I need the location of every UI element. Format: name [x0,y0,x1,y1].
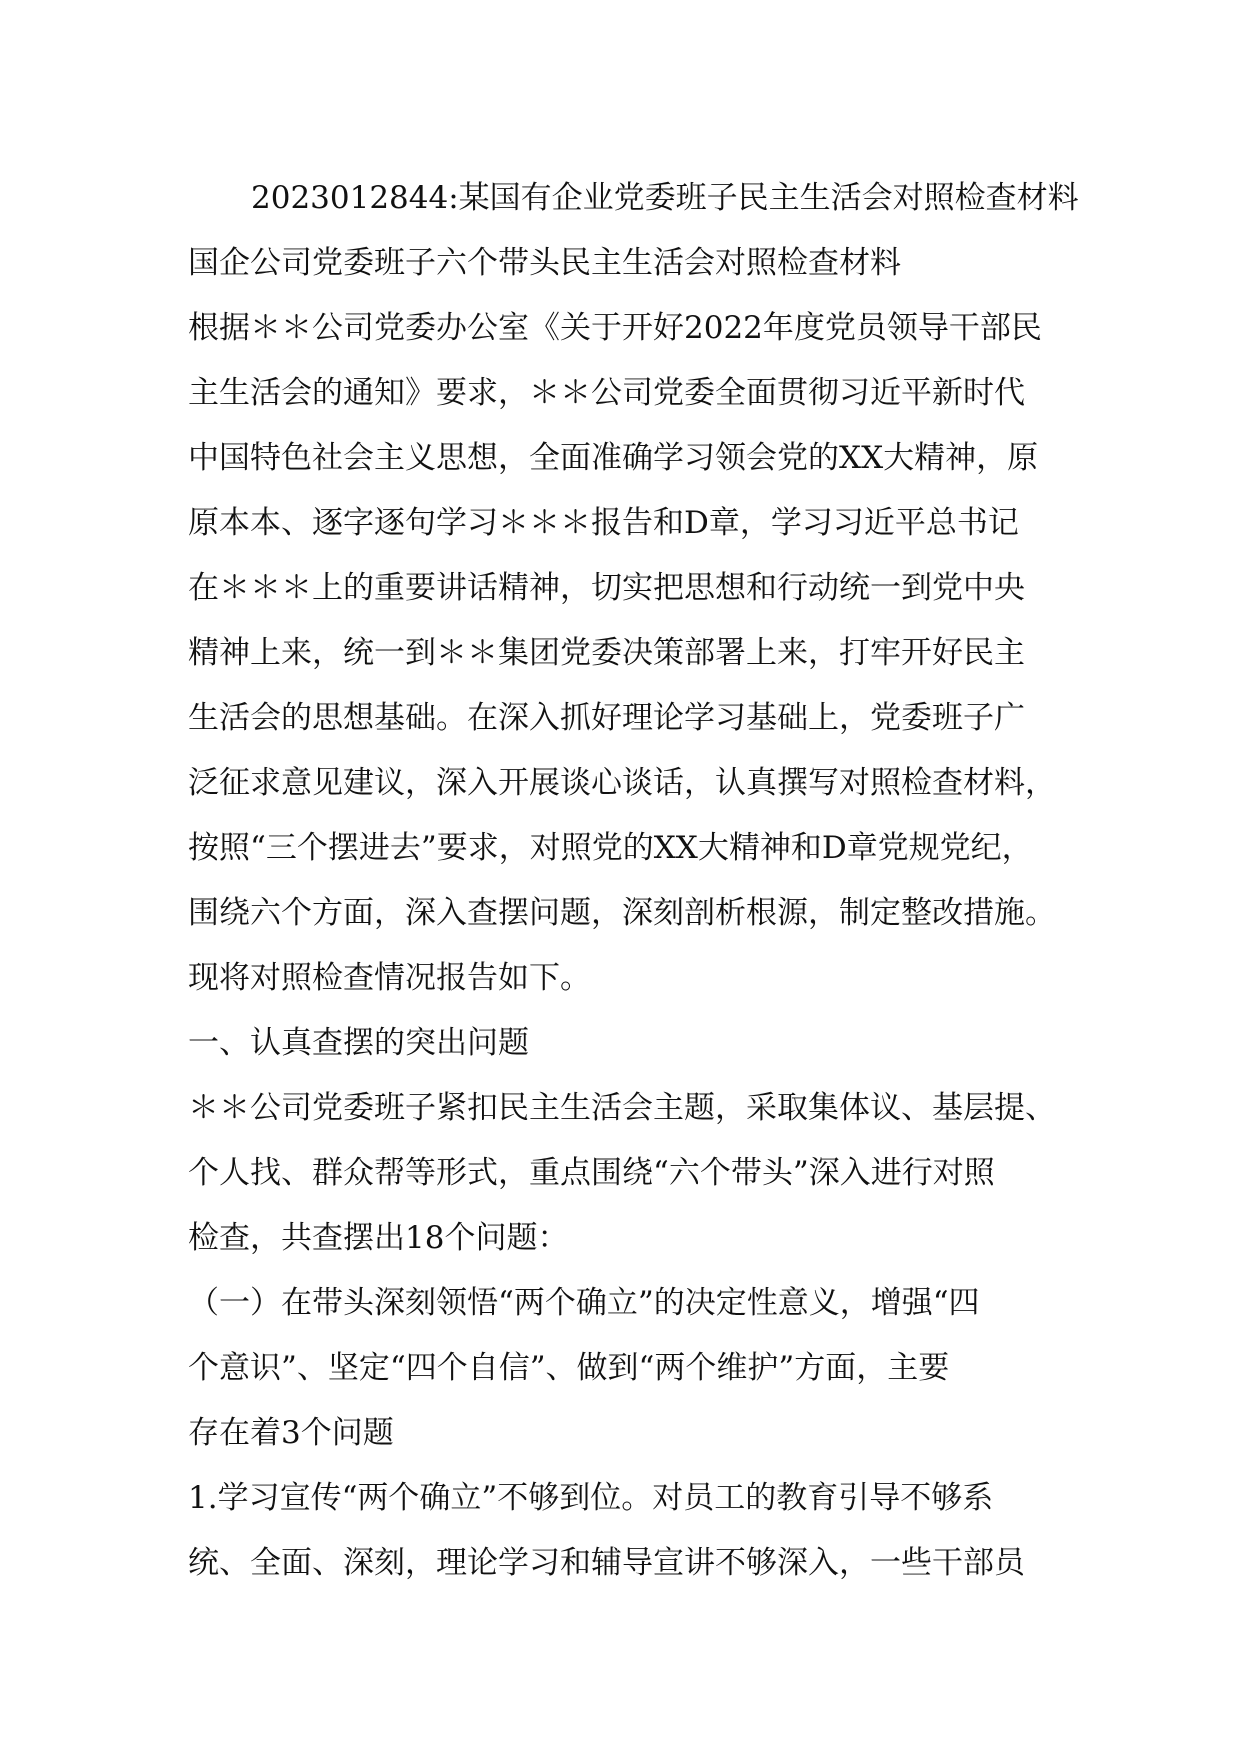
section-heading: 一、认真查摆的突出问题 [188,1025,529,1061]
body-line: 统、全面、深刻，理论学习和辅导宣讲不够深入，一些干部员 [188,1545,1025,1581]
document-subtitle: 国企公司党委班子六个带头民主生活会对照检查材料 [188,245,901,281]
body-line: 按照“三个摆进去”要求，对照党的XX大精神和D章党规党纪， [188,830,1033,866]
body-line: 1.学习宣传“两个确立”不够到位。对员工的教育引导不够系 [188,1480,994,1516]
document-title: 2023012844:某国有企业党委班子民主生活会对照检查材料 [251,180,1079,216]
body-line: ＊＊公司党委班子紧扣民主生活会主题，采取集体议、基层提、 [188,1090,1056,1126]
body-line: 围绕六个方面，深入查摆问题，深刻剖析根源，制定整改措施。 [188,895,1056,931]
body-line: 存在着3个问题 [188,1415,394,1451]
body-line: 现将对照检查情况报告如下。 [188,960,591,996]
body-line: 个意识”、坚定“四个自信”、做到“两个维护”方面，主要 [188,1350,950,1386]
body-line: 个人找、群众帮等形式，重点围绕“六个带头”深入进行对照 [188,1155,995,1191]
body-line: 泛征求意见建议，深入开展谈心谈话，认真撰写对照检查材料， [188,765,1056,801]
subsection-heading: （一）在带头深刻领悟“两个确立”的决定性意义，增强“四 [188,1285,980,1321]
body-line: 根据＊＊公司党委办公室《关于开好2022年度党员领导干部民 [188,310,1042,346]
body-line: 主生活会的通知》要求，＊＊公司党委全面贯彻习近平新时代 [188,375,1025,411]
document-body [188,166,1079,1596]
body-line: 中国特色社会主义思想，全面准确学习领会党的XX大精神，原 [188,440,1039,476]
body-line: 原本本、逐字逐句学习＊＊＊报告和D章，学习习近平总书记 [188,505,1019,541]
body-line: 生活会的思想基础。在深入抓好理论学习基础上，党委班子广 [188,700,1025,736]
body-line: 精神上来，统一到＊＊集团党委决策部署上来，打牢开好民主 [188,635,1025,671]
body-line: 检查，共查摆出18个问题： [188,1220,569,1256]
body-line: 在＊＊＊上的重要讲话精神，切实把思想和行动统一到党中央 [188,570,1025,606]
